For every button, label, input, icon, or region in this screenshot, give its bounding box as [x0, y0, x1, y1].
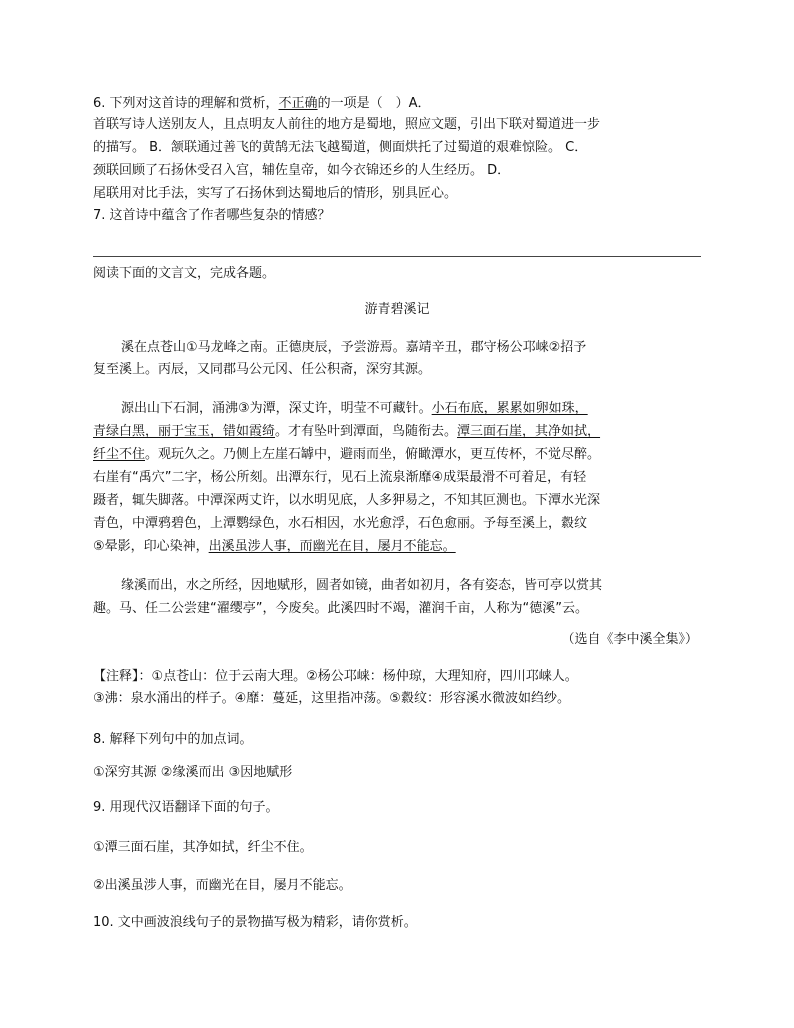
- q6-line-3: 的描写。 B．颔联通过善飞的黄鹄无法飞越蜀道，侧面烘托了过蜀道的艰难惊险。 C．: [93, 140, 588, 155]
- p3-line-2: 趣。马、任二公尝建“濯缨亭”，今废矣。此溪四时不竭，灌润千亩，人称为“德溪”云。: [93, 601, 588, 616]
- p2-line-1: [121, 399, 588, 419]
- p1-line-1: 溪在点苍山①马龙峰之南。正德庚辰，予尝游焉。嘉靖辛丑，郡守杨公邛崃②招予: [121, 340, 587, 355]
- notes-line-2: ③沸：泉水涌出的样子。④靡：蔓延，这里指冲荡。⑤縠纹：形容溪水微波如绉纱。: [93, 691, 570, 706]
- q8-items: ①深穷其源 ②缘溪而出 ③因地赋形: [93, 765, 293, 780]
- p2-line-2: [93, 422, 600, 442]
- q6-emphasis: 不正确: [278, 96, 318, 111]
- q6-line-1: [93, 94, 430, 114]
- p2-text: 。观玩久之。乃侧上左崖石罅中，避雨而坐，俯瞰潭水，更互传杯，不觉尽醉。: [145, 447, 601, 462]
- q6-line-2: 首联写诗人送别友人，且点明友人前往的地方是蜀地，照应文题，引出下联对蜀道进一步: [93, 117, 601, 132]
- q9-title: 9. 用现代汉语翻译下面的句子。: [93, 800, 279, 815]
- q9-sentence-2: ②出溪虽涉人事，而幽光在目，屡月不能忘。: [93, 878, 352, 893]
- p2-line-5: 蹑者，辄失脚落。中潭深两丈许，以水明见底，人多狎易之，不知其叵测也。下潭水光深: [93, 493, 601, 508]
- p2-line-6: 青色，中潭鸦碧色，上潭鹦绿色，水石相因，水光愈浮，石色愈丽。予每至溪上，縠纹: [93, 516, 588, 531]
- p2-underlined: 潭三面石崖，其净如拭，: [457, 424, 601, 439]
- p2-line-4: 右崖有“禹穴”二字，杨公所刻。出潭东行，见石上流泉渐靡④成渠最滑不可着足，有轻: [93, 470, 587, 485]
- p2-text: 源出山下石洞，涌沸③为潭，深丈许，明莹不可藏针。: [121, 401, 432, 416]
- p2-underlined: 小石布底，累累如卵如珠，: [431, 401, 588, 416]
- q7-question: 7. 这首诗中蕴含了作者哪些复杂的情感？: [93, 208, 331, 223]
- p3-line-1: 缘溪而出，水之所经，因地赋形，圆者如镜，曲者如初月，各有姿态，皆可亭以赏其: [121, 578, 603, 593]
- p2-text: 。才有坠叶到潭面，鸟随衔去。: [275, 424, 458, 439]
- q10-question: 10. 文中画波浪线句子的景物描写极为精彩，请你赏析。: [93, 915, 417, 930]
- reading-instruction: 阅读下面的文言文，完成各题。: [93, 266, 276, 281]
- notes-line-1: 【注释】：①点苍山：位于云南大理。②杨公邛崃：杨仲琼，大理知府，四川邛崃人。: [93, 669, 578, 684]
- p2-underlined: 纤尘不住: [93, 447, 146, 462]
- p2-underlined: 青绿白黑，丽于宝玉，错如霞绮: [93, 424, 276, 439]
- p2-line-7: [93, 537, 456, 557]
- passage-source: （选自《李中溪全集》）: [561, 632, 698, 647]
- q6-stem: 6. 下列对这首诗的理解和赏析，: [93, 96, 279, 111]
- p2-line-3: [93, 445, 600, 465]
- p1-line-2: 复至溪上。丙辰，又同郡马公元冈、任公积斋，深穷其源。: [93, 362, 432, 377]
- p2-text: ⑤晕影，印心染神，: [93, 539, 209, 554]
- q9-sentence-1: ①潭三面石崖，其净如拭，纤尘不住。: [93, 840, 313, 855]
- q6-line-5: 尾联用对比手法，实写了石扬休到达蜀地后的情形，别具匠心。: [93, 186, 458, 201]
- q8-title: 8. 解释下列句中的加点词。: [93, 732, 253, 747]
- p2-underlined: 出溪虽涉人事，而幽光在目，屡月不能忘。: [208, 539, 456, 554]
- q6-line-4: 颈联回顾了石扬休受召入宫，辅佐皇帝，如今衣锦还乡的人生经历。 D．: [93, 163, 511, 178]
- answer-divider: [93, 256, 701, 257]
- q6-stem-end: 的一项是（ ）A．: [317, 96, 431, 111]
- passage-title: 游青碧溪记: [364, 302, 430, 317]
